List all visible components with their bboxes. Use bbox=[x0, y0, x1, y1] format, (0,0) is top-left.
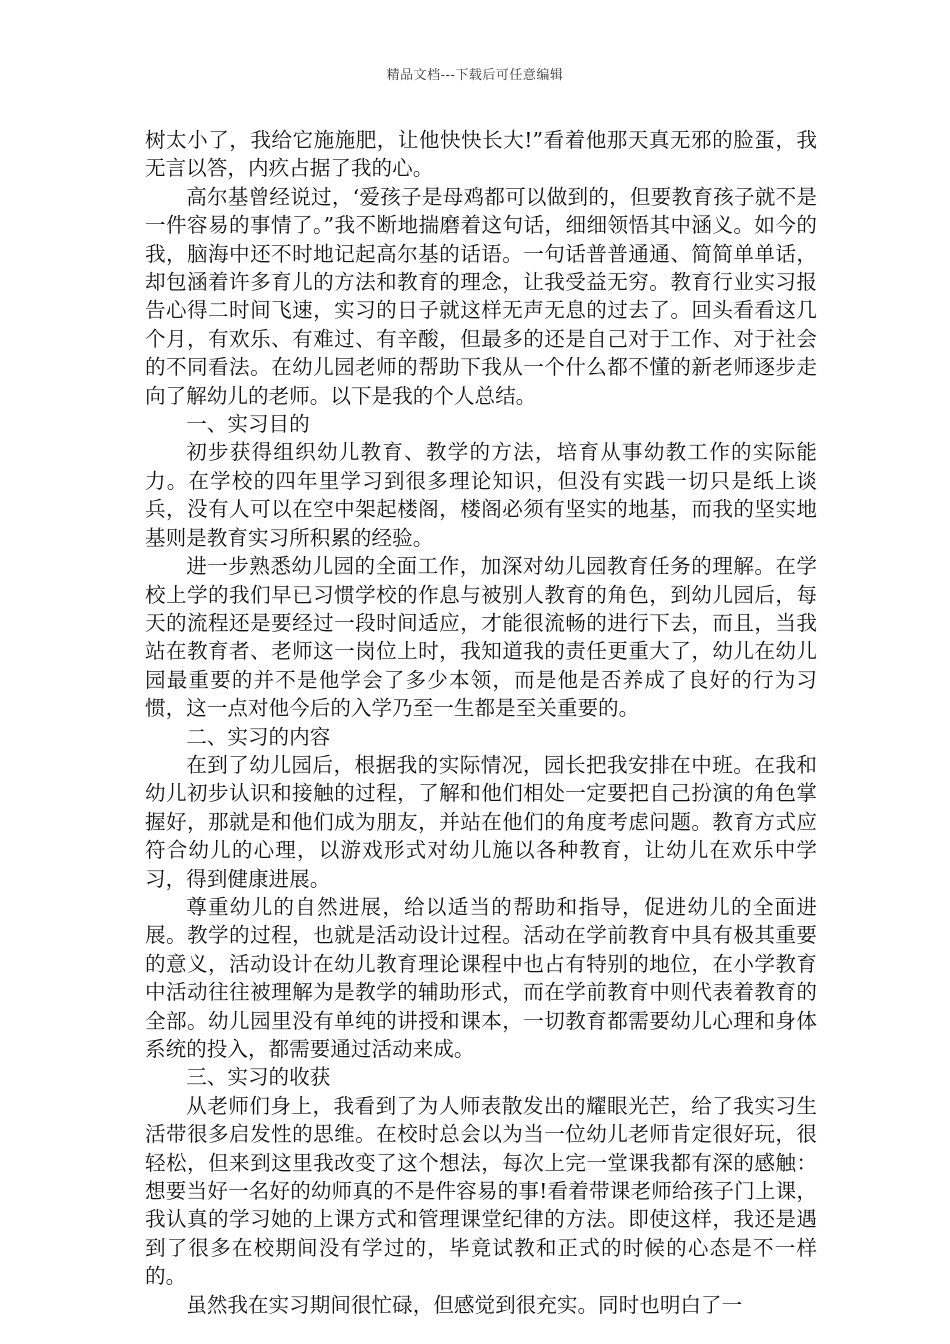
paragraph: 从老师们身上，我看到了为人师表散发出的耀眼光芒，给了我实习生活带很多启发性的思维。在校时总会以为当一位幼儿老师肯定很好玩，很轻松，但来到这里我改变了这个想法，每次上完一堂课我都有深的感触：想要当好一名好的幼师真的不是件容易的事!看着带课老师给孩子门上课，我认真的学习她的上课方式和管理课堂纪律的方法。即使这样，我还是遇到了很多在校期间没有学过的，毕竟试教和正式的时候的心态是不一样的。 bbox=[145, 1093, 817, 1289]
document-body bbox=[145, 126, 817, 1319]
paragraph: 在到了幼儿园后，根据我的实际情况，园长把我安排在中班。在我和幼儿初步认识和接触的过程，了解和他们相处一定要把自己扮演的角色掌握好，那就是和他们成为朋友，并站在他们的角度考虑问题。教育方式应符合幼儿的心理，以游戏形式对幼儿施以各种教育，让幼儿在欢乐中学习，得到健康进展。 bbox=[145, 752, 817, 891]
section-heading: 二、实习的内容 bbox=[186, 724, 331, 749]
paragraph: 初步获得组织幼儿教育、教学的方法，培育从事幼教工作的实际能力。在学校的四年里学习到很多理论知识，但没有实践一切只是纸上谈兵，没有人可以在空中架起楼阁，楼阁必须有坚实的地基，而我的坚实地基则是教育实习所积累的经验。 bbox=[145, 440, 817, 550]
paragraph: 高尔基曾经说过，‘爱孩子是母鸡都可以做到的，但要教育孩子就不是一件容易的事情了。”我不断地揣磨着这句话，细细领悟其中涵义。如今的我，脑海中还不时地记起高尔基的话语。一句话普普通通、简简单单话，却包涵着许多育儿的方法和教育的理念，让我受益无穷。教育行业实习报告心得二时间飞速，实习的日子就这样无声无息的过去了。回头看看这几个月，有欢乐、有难过、有辛酸，但最多的还是自己对于工作、对于社会的不同看法。在幼儿园老师的帮助下我从一个什么都不懂的新老师逐步走向了解幼儿的老师。以下是我的个人总结。 bbox=[145, 184, 817, 408]
paragraph: 尊重幼儿的自然进展，给以适当的帮助和指导，促进幼儿的全面进展。教学的过程，也就是活动设计过程。活动在学前教育中具有极其重要的意义，活动设计在幼儿教育理论课程中也占有特别的地位，在小学教育中活动往往被理解为是教学的辅助形式，而在学前教育中则代表着教育的全部。幼儿园里没有单纯的讲授和课本，一切教育都需要幼儿心理和身体系统的投入，都需要通过活动来成。 bbox=[145, 894, 817, 1061]
paragraph: 进一步熟悉幼儿园的全面工作，加深对幼儿园教育任务的理解。在学校上学的我们早已习惯学校的作息与被别人教育的角色，到幼儿园后，每天的流程还是要经过一段时间适应，才能很流畅的进行下去，而且，当我站在教育者、老师这一岗位上时，我知道我的责任更重大了，幼儿在幼儿园最重要的并不是他学会了多少本领，而是他是否养成了良好的行为习惯，这一点对他今后的入学乃至一生都是至关重要的。 bbox=[145, 554, 817, 721]
paragraph: 树太小了，我给它施施肥，让他快快长大!”看着他那天真无邪的脸蛋，我无言以答，内疚占据了我的心。 bbox=[145, 128, 817, 181]
section-heading: 三、实习的收获 bbox=[186, 1065, 331, 1090]
section-heading: 一、实习目的 bbox=[186, 412, 310, 437]
page-header: 精品文档---下载后可任意编辑 bbox=[386, 68, 564, 83]
paragraph: 虽然我在实习期间很忙碌，但感觉到很充实。同时也明白了一 bbox=[186, 1292, 743, 1317]
